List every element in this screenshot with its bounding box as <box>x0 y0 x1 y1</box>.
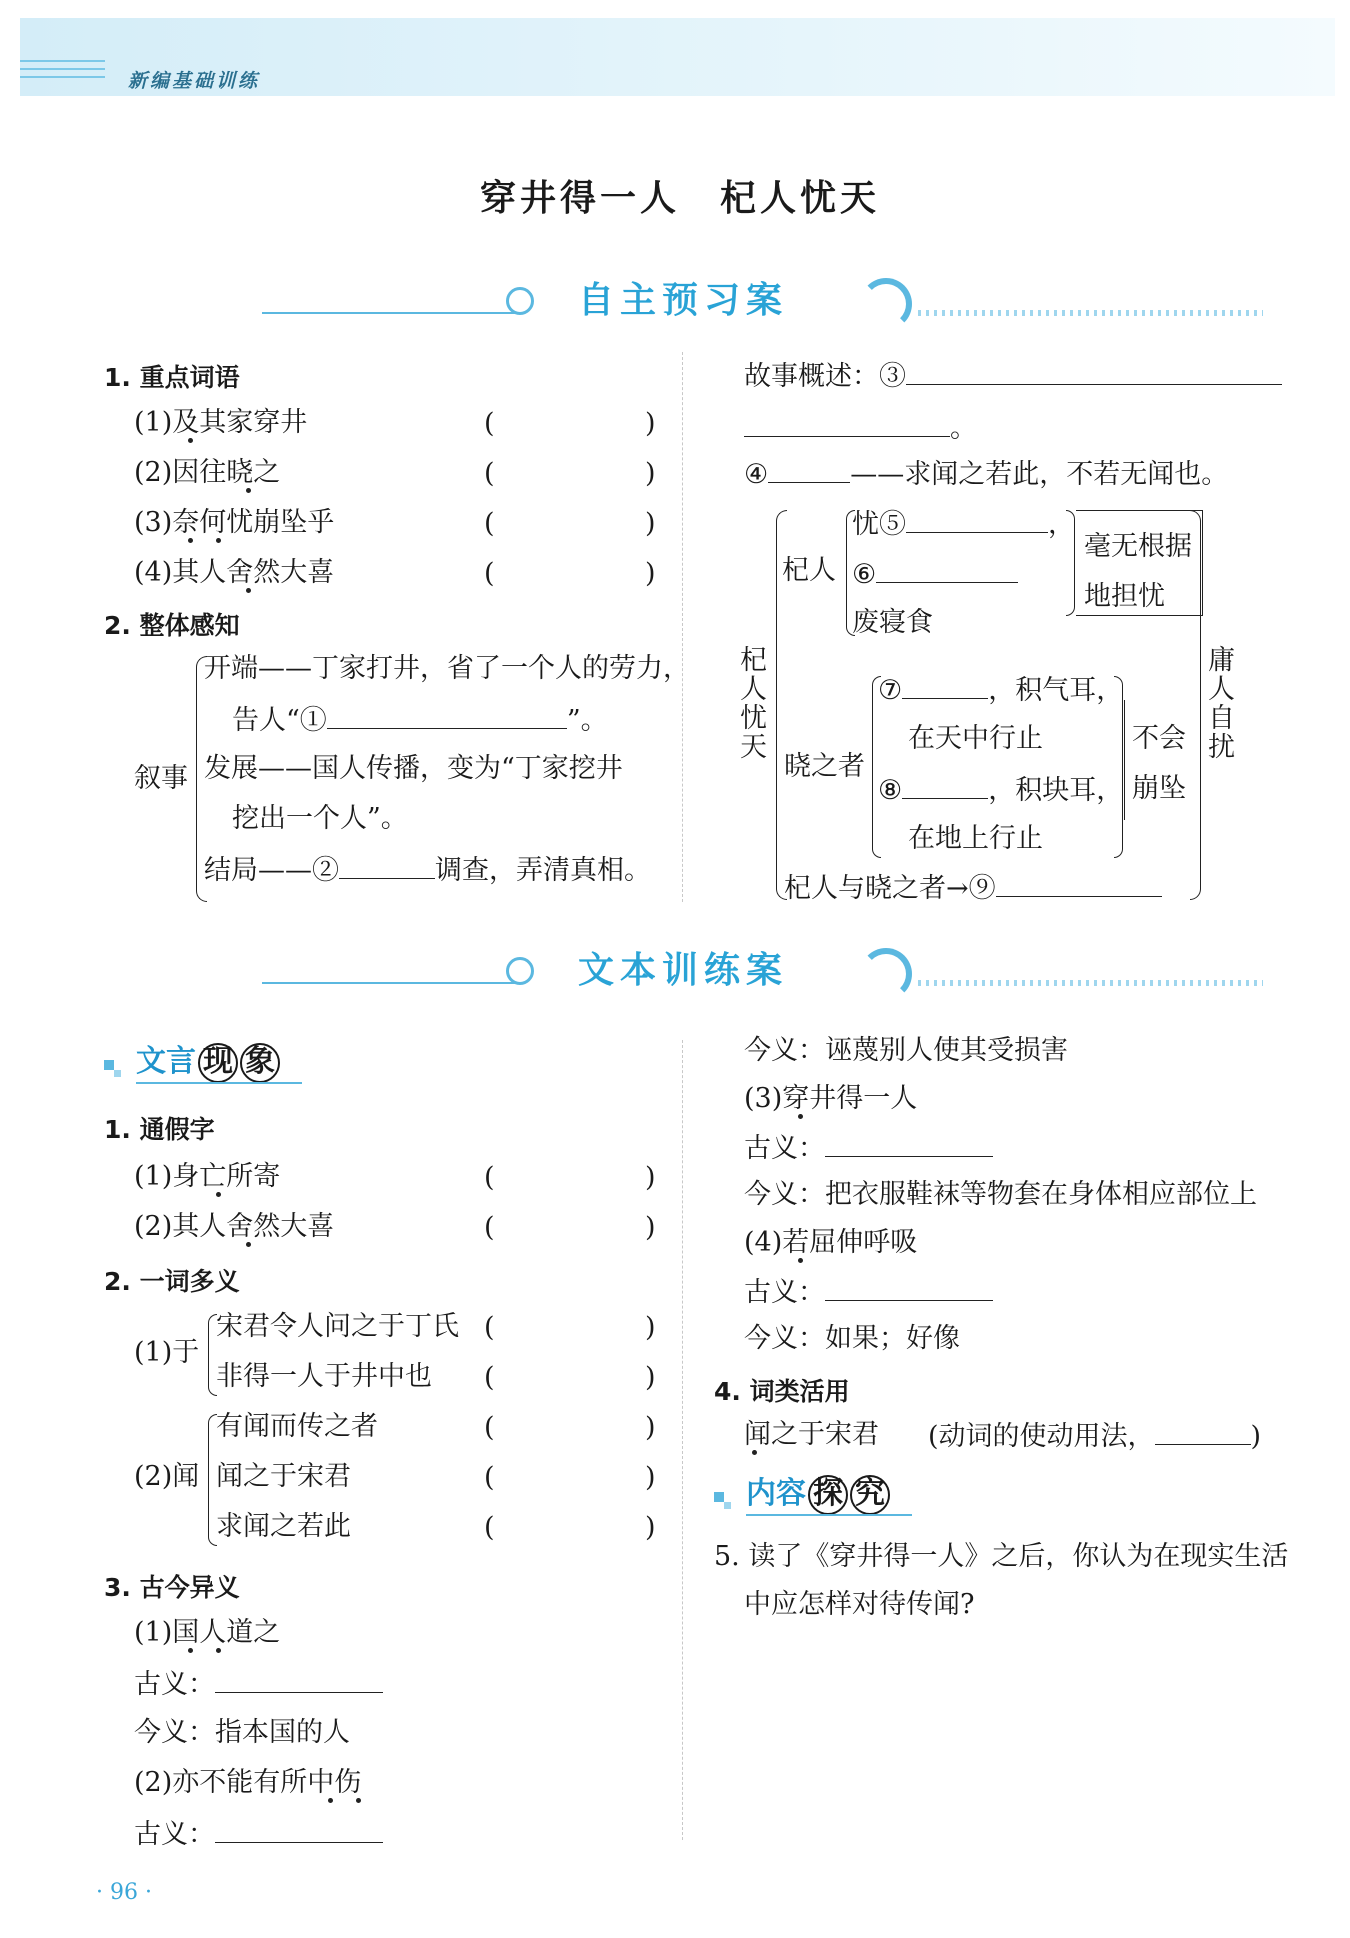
answer-close: ) <box>645 508 656 539</box>
answer-close: ) <box>645 1412 656 1443</box>
cilei-note: (动词的使动用法， ) <box>928 1418 1261 1454</box>
emphasis-dot <box>216 1192 221 1197</box>
column-divider <box>682 1040 683 1840</box>
emphasis-dot <box>216 538 221 543</box>
q1-item-4: (4)其人舍然大喜 <box>134 557 335 588</box>
emphasis-dot <box>798 1258 803 1263</box>
section-line <box>262 982 520 984</box>
emphasis-dot <box>328 1798 333 1803</box>
subsection-underline <box>746 1514 912 1516</box>
q1-item-3: (3)奈何忧崩坠乎 <box>134 507 335 538</box>
yici-g2-item-1: 有闻而传之者 <box>216 1411 378 1442</box>
emphasis-dot <box>188 438 193 443</box>
blank-3b[interactable] <box>744 410 950 437</box>
emphasis-dot <box>752 1450 757 1455</box>
square-icon <box>714 1492 724 1502</box>
answer-open: ( <box>484 1512 495 1543</box>
emphasis-dot <box>246 1242 251 1247</box>
buhui-label: 不会 <box>1132 723 1186 754</box>
header-line <box>20 68 105 70</box>
gujin-jin-4: 今义：如果；好像 <box>744 1323 960 1354</box>
bengzhui-label: 崩坠 <box>1132 773 1186 804</box>
answer-open: ( <box>484 458 495 489</box>
qiren-label: 杞人 <box>782 555 836 586</box>
gujin-item-1: (1)国人道之 <box>134 1617 281 1648</box>
blank-7[interactable] <box>902 672 988 699</box>
square-icon <box>104 1060 114 1070</box>
gujin-item-4: (4)若屈伸呼吸 <box>744 1227 918 1258</box>
emphasis-dot <box>798 1114 803 1119</box>
blank-4[interactable] <box>768 456 850 483</box>
emphasis-dot <box>356 1798 361 1803</box>
tongjia-item-1: (1)身亡所寄 <box>134 1161 281 1192</box>
square-icon <box>114 1070 121 1077</box>
narrative-label: 叙事 <box>134 763 188 794</box>
blank-3[interactable] <box>906 358 1282 385</box>
swirl-icon <box>860 278 912 330</box>
q1-item-2: (2)因往晓之 <box>134 457 281 488</box>
emphasis-dot <box>188 1648 193 1653</box>
q5-line-1: 5. 读了《穿井得一人》之后，你认为在现实生活 <box>714 1541 1289 1572</box>
final-line: 杞人与晓之者→⑨ <box>784 870 1162 906</box>
brace <box>1114 676 1123 858</box>
no-basis-1: 毫无根据 <box>1084 531 1192 562</box>
gujin-item-2: (2)亦不能有所中伤 <box>134 1767 362 1798</box>
q1-item-1: (1)及其家穿井 <box>134 407 308 438</box>
qiren-item-6: ⑥ <box>852 556 1018 592</box>
section-line <box>262 312 520 314</box>
answer-close: ) <box>645 558 656 589</box>
item-7c: 在天中行止 <box>908 723 1043 754</box>
answer-open: ( <box>484 1462 495 1493</box>
blank-gu-2[interactable] <box>215 1816 383 1843</box>
tongjia-heading: 1. 通假字 <box>104 1115 215 1144</box>
q1-heading: 1. 重点词语 <box>104 363 240 392</box>
diagram-main-label: 杞人忧天 <box>740 645 767 763</box>
gujin-item-3: (3)穿井得一人 <box>744 1083 918 1114</box>
gujin-gu-2: 古义： <box>134 1816 383 1852</box>
square-icon <box>724 1502 731 1509</box>
gujin-jin-3: 今义：把衣服鞋袜等物套在身体相应部位上 <box>744 1179 1257 1210</box>
gujin-jin-1: 今义：指本国的人 <box>134 1717 350 1748</box>
answer-close: ) <box>645 1312 656 1343</box>
answer-close: ) <box>645 1212 656 1243</box>
answer-close: ) <box>645 408 656 439</box>
blank-gu-1[interactable] <box>215 1666 383 1693</box>
section-title-preview: 自主预习案 <box>578 280 789 321</box>
series-name: 新编基础训练 <box>128 70 261 92</box>
item-7: ⑦ ，积气耳， <box>878 672 1123 708</box>
subsection-neirong: 内容 探 究 <box>746 1468 890 1515</box>
answer-open: ( <box>484 558 495 589</box>
item-8: ⑧ ，积块耳， <box>878 772 1123 808</box>
cilei-item: 闻之于宋君 <box>744 1419 879 1450</box>
answer-close: ) <box>645 1162 656 1193</box>
q2-line-2: 告人“① ”。 <box>232 702 608 738</box>
cilei-heading: 4. 词类活用 <box>714 1377 850 1406</box>
subsection-wenyan: 文言 现 象 <box>136 1036 280 1083</box>
answer-close: ) <box>645 1512 656 1543</box>
q5-line-2: 中应怎样对待传闻? <box>744 1589 975 1620</box>
item-8c: 在地上行止 <box>908 823 1043 854</box>
story-summary-cont: 。 <box>744 410 977 446</box>
page-number: · 96 · <box>96 1880 152 1905</box>
answer-open: ( <box>484 508 495 539</box>
answer-open: ( <box>484 1162 495 1193</box>
emphasis-dot <box>188 538 193 543</box>
header-line <box>20 60 105 62</box>
answer-open: ( <box>484 408 495 439</box>
section-dots <box>918 310 1263 316</box>
brace <box>1066 510 1075 616</box>
emphasis-dot <box>246 488 251 493</box>
page-title: 穿井得一人 杞人忧天 <box>480 178 881 219</box>
yici-heading: 2. 一词多义 <box>104 1267 240 1296</box>
answer-open: ( <box>484 1362 495 1393</box>
gujin-jin-2: 今义：诬蔑别人使其受损害 <box>744 1035 1068 1066</box>
q2-line-4: 挖出一个人”。 <box>232 803 408 834</box>
answer-open: ( <box>484 1312 495 1343</box>
blank-5[interactable] <box>906 506 1048 533</box>
emphasis-dot <box>216 1648 221 1653</box>
yici-group-1: (1)于 <box>134 1337 200 1368</box>
gujin-gu-4: 古义： <box>744 1274 993 1310</box>
yici-g2-item-2: 闻之于宋君 <box>216 1461 351 1492</box>
gujin-heading: 3. 古今异义 <box>104 1573 240 1602</box>
section-title-training: 文本训练案 <box>578 950 789 991</box>
yici-g1-item-2: 非得一人于井中也 <box>216 1361 432 1392</box>
blank-gu-4[interactable] <box>825 1274 993 1301</box>
gujin-gu-1: 古义： <box>134 1666 383 1702</box>
header-line <box>20 76 105 78</box>
blank-8[interactable] <box>902 772 988 799</box>
blank-1[interactable] <box>327 702 567 729</box>
blank-6[interactable] <box>876 556 1018 583</box>
story-line-4: ④ ——求闻之若此，不若无闻也。 <box>744 456 1228 492</box>
blank-cilei[interactable] <box>1155 1418 1251 1445</box>
answer-open: ( <box>484 1212 495 1243</box>
story-summary: 故事概述：③ <box>744 358 1282 394</box>
gujin-gu-3: 古义： <box>744 1130 993 1166</box>
answer-open: ( <box>484 1412 495 1443</box>
blank-gu-3[interactable] <box>825 1130 993 1157</box>
q2-line-5: 结局——② 调查，弄清真相。 <box>204 852 651 888</box>
section-dots <box>918 980 1263 986</box>
emphasis-dot <box>246 588 251 593</box>
diagram-right-label: 庸人自扰 <box>1208 645 1235 763</box>
swirl-icon <box>860 948 912 1000</box>
blank-2[interactable] <box>339 852 435 879</box>
q2-heading: 2. 整体感知 <box>104 611 240 640</box>
answer-close: ) <box>645 458 656 489</box>
q2-line-3: 发展——国人传播，变为“丁家挖井 <box>204 753 623 784</box>
brace <box>1190 510 1201 900</box>
xiaozhi-label: 晓之者 <box>784 751 865 782</box>
yici-g1-item-1: 宋君令人问之于丁氏 <box>216 1311 459 1342</box>
lens-icon <box>506 287 534 315</box>
yici-g2-item-3: 求闻之若此 <box>216 1511 351 1542</box>
lens-icon <box>506 957 534 985</box>
blank-9[interactable] <box>996 870 1162 897</box>
column-divider <box>682 352 683 902</box>
tongjia-item-2: (2)其人舍然大喜 <box>134 1211 335 1242</box>
q2-line-1: 开端——丁家打井，省了一个人的劳力， <box>204 653 690 684</box>
answer-close: ) <box>645 1462 656 1493</box>
answer-close: ) <box>645 1362 656 1393</box>
qiren-item-5: 忧⑤ ， <box>852 506 1075 542</box>
qiren-item-fei: 废寝食 <box>852 607 933 638</box>
no-basis-2: 地担忧 <box>1084 581 1165 612</box>
subsection-underline <box>136 1082 302 1084</box>
yici-group-2: (2)闻 <box>134 1461 200 1492</box>
